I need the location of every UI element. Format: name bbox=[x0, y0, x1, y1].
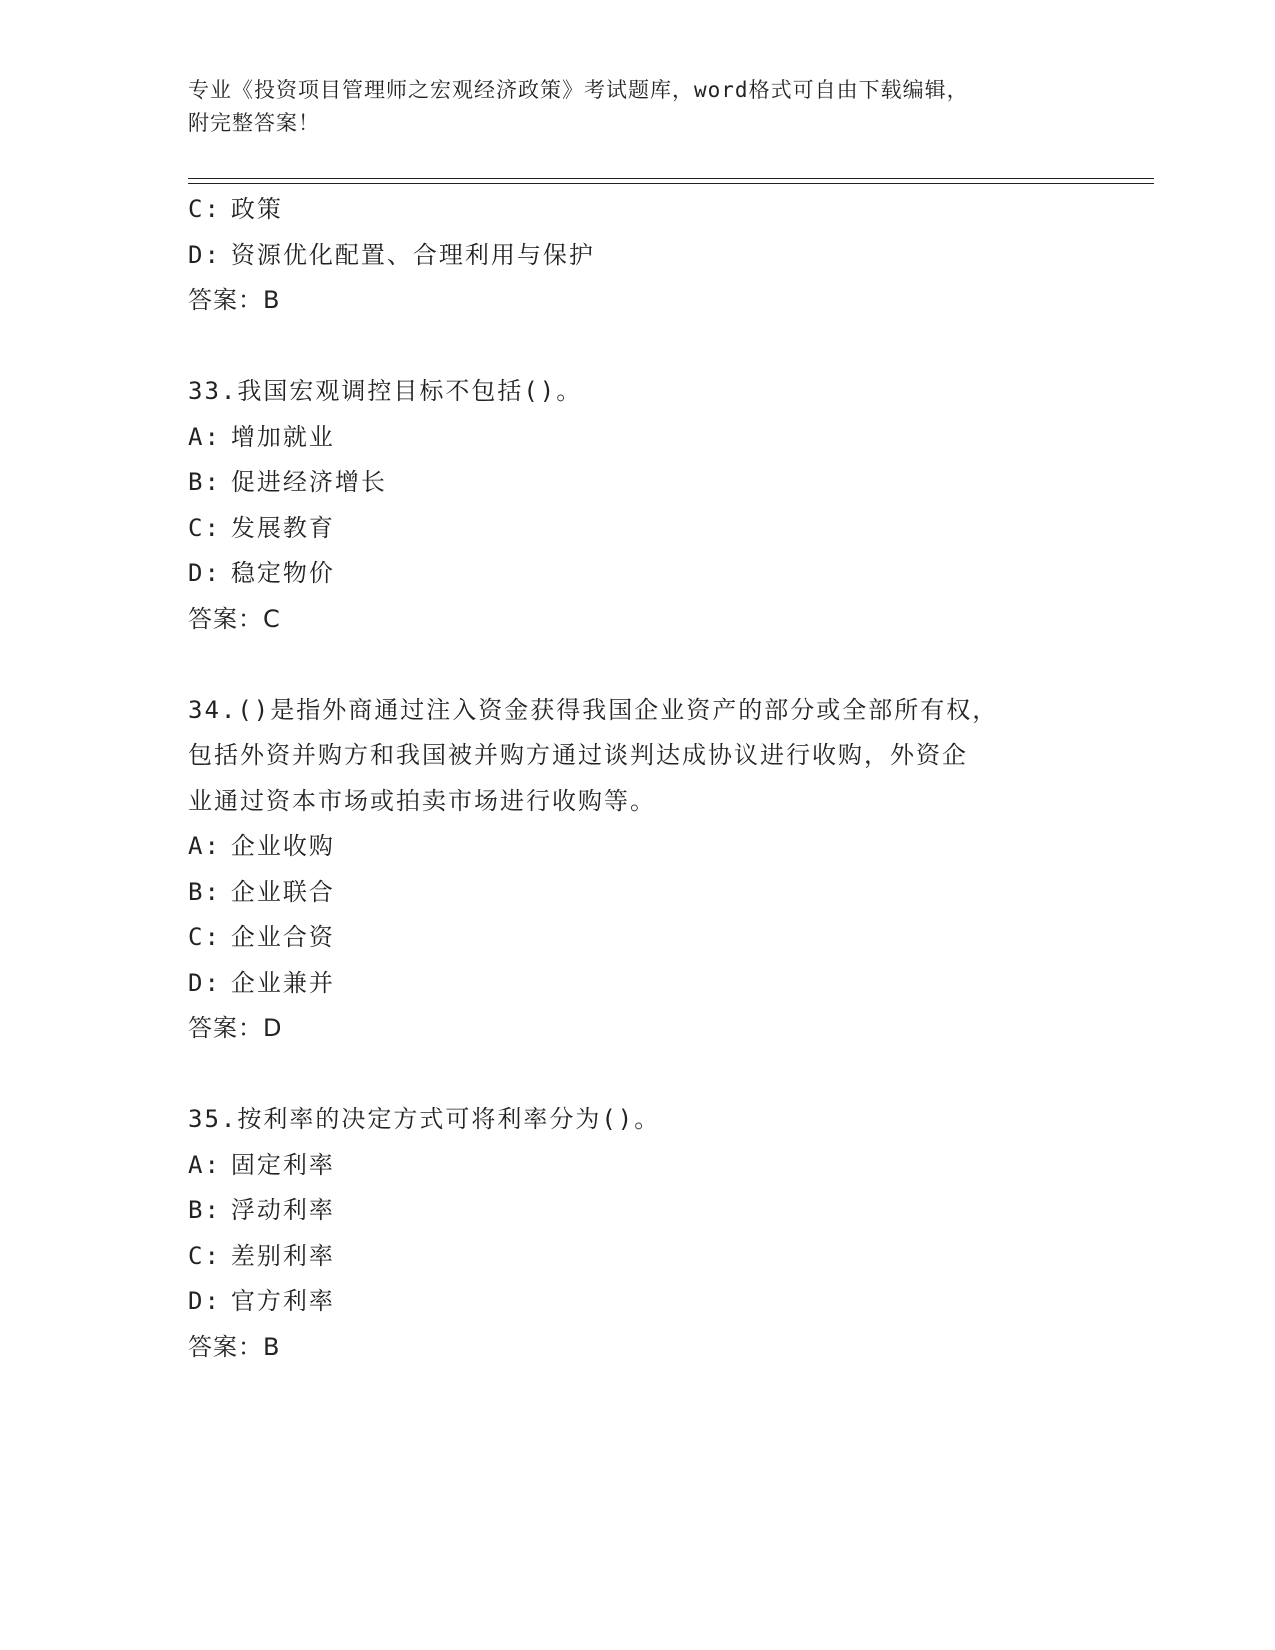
option-c bbox=[188, 187, 1088, 233]
option-letter: C: bbox=[188, 513, 221, 542]
option-letter: D: bbox=[188, 1287, 221, 1315]
question-stem-35: 35.按利率的决定方式可将利率分为()。 bbox=[188, 1105, 661, 1133]
option-a bbox=[188, 415, 1088, 461]
option-text: 固定利率 bbox=[230, 1150, 335, 1179]
option-letter: D: bbox=[188, 559, 221, 587]
option-letter: B: bbox=[188, 468, 221, 496]
option-letter: C: bbox=[188, 195, 221, 223]
option-letter: B: bbox=[188, 1196, 221, 1224]
option-text: 促进经济增长 bbox=[230, 468, 387, 496]
question-stem-34-line-2: 包括外资并购方和我国被并购方通过谈判达成协议进行收购，外资企 bbox=[188, 741, 968, 769]
option-d bbox=[188, 1279, 1088, 1325]
spacer bbox=[188, 642, 1088, 688]
option-text: 资源优化配置、合理利用与保护 bbox=[230, 240, 595, 269]
option-b bbox=[188, 460, 1088, 506]
option-letter: D: bbox=[188, 968, 221, 997]
option-text: 发展教育 bbox=[230, 513, 335, 542]
question-stem-34-line-3: 业通过资本市场或拍卖市场进行收购等。 bbox=[188, 786, 656, 815]
header-divider-top bbox=[188, 178, 1154, 179]
option-letter: C: bbox=[188, 923, 221, 951]
option-text: 企业合资 bbox=[230, 923, 335, 951]
option-a bbox=[188, 824, 1088, 870]
option-letter: A: bbox=[188, 832, 221, 860]
option-b bbox=[188, 870, 1088, 916]
document-header bbox=[188, 74, 1088, 140]
option-text: 浮动利率 bbox=[230, 1196, 335, 1224]
option-c bbox=[188, 1234, 1088, 1280]
option-letter: B: bbox=[188, 877, 221, 906]
option-text: 增加就业 bbox=[230, 422, 335, 451]
header-divider-bottom bbox=[188, 183, 1154, 184]
option-d bbox=[188, 961, 1088, 1007]
option-text: 政策 bbox=[230, 195, 283, 223]
option-text: 差别利率 bbox=[230, 1241, 335, 1270]
option-text: 官方利率 bbox=[230, 1287, 335, 1315]
answer-line: 答案：B bbox=[188, 1332, 281, 1361]
option-text: 企业兼并 bbox=[230, 968, 335, 997]
option-d bbox=[188, 551, 1088, 597]
header-line-1: 专业《投资项目管理师之宏观经济政策》考试题库，word格式可自由下载编辑， bbox=[188, 78, 969, 102]
option-b bbox=[188, 1188, 1088, 1234]
spacer bbox=[188, 324, 1088, 370]
option-text: 企业联合 bbox=[230, 877, 335, 906]
option-letter: D: bbox=[188, 240, 221, 269]
option-c bbox=[188, 506, 1088, 552]
answer-line: 答案：D bbox=[188, 1014, 283, 1042]
question-stem-34-line-1: 34.()是指外商通过注入资金获得我国企业资产的部分或全部所有权， bbox=[188, 695, 999, 724]
question-list bbox=[188, 187, 1088, 1370]
option-letter: A: bbox=[188, 422, 221, 451]
option-d bbox=[188, 233, 1088, 279]
header-line-2: 附完整答案！ bbox=[188, 111, 320, 135]
option-text: 稳定物价 bbox=[230, 559, 335, 587]
option-letter: C: bbox=[188, 1241, 221, 1270]
option-text: 企业收购 bbox=[230, 832, 335, 860]
spacer bbox=[188, 1052, 1088, 1098]
option-letter: A: bbox=[188, 1150, 221, 1179]
answer-line: 答案：B bbox=[188, 286, 281, 314]
option-c bbox=[188, 915, 1088, 961]
answer-line: 答案：C bbox=[188, 604, 281, 633]
option-a bbox=[188, 1143, 1088, 1189]
question-stem-33: 33.我国宏观调控目标不包括()。 bbox=[188, 377, 583, 405]
